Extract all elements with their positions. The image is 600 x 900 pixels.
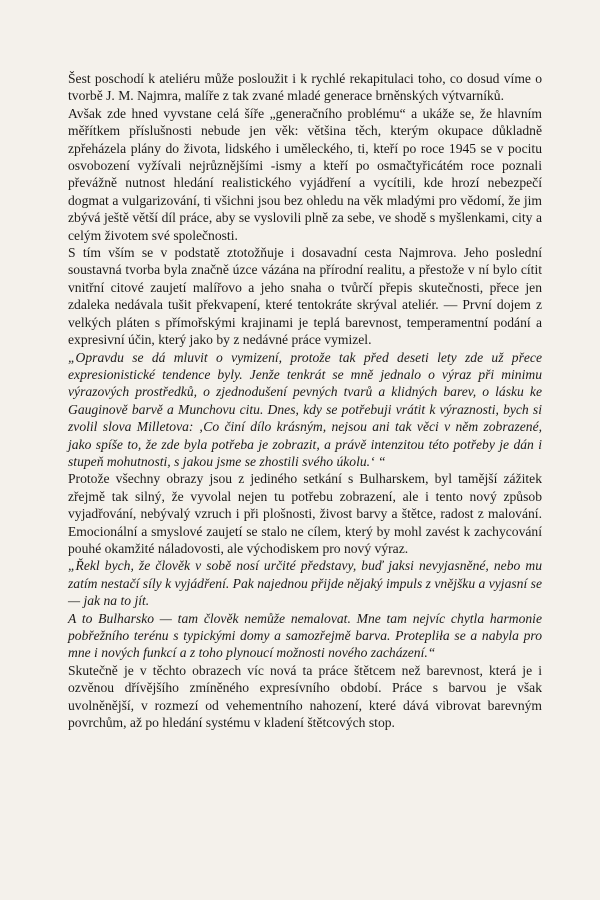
quote-paragraph-3: A to Bulharsko — tam člověk nemůže nemalovat. Mne tam nejvíc chytla harmonie pobřežního terénu s typickými domy a samozřejmě barva. Protepliła se a nabyla pro mne i nových funkcí a z toho plynoucí možnosti nového zacházení.“ [68,610,542,661]
paragraph-1: Šest poschodí k ateliéru může posloužit i k rychlé rekapitulaci toho, co dosud víme o tvorbě J. M. Najmra, malíře z tak zvané mladé generace brněnských výtvarníků. [68,71,542,104]
paragraph-4: Protože všechny obrazy jsou z jediného setkání s Bulharskem, byl tamější zážitek zřejmě tak silný, že vyvolal nejen tu potřebu zobrazení, ale i tento nový způsob vyjadřování, nebývalý vzruch i při plošnosti, živost barvy a štětce, radost z malování. Emocionální a smyslové zaujetí se stalo ne cílem, který by mohl zavést k zachycování pouhé okamžité náladovosti, ale východiskem pro nový výraz. [68,471,542,556]
text-column [68,70,542,731]
quote-paragraph-2: „Řekl bych, že člověk v sobě nosí určité představy, buď jaksi nevyjasněné, nebo mu zatím nestačí síly k vyjádření. Pak najednou přijde nějaký impuls z vnějšku a vyjasní se — jak na to jít. [68,558,542,609]
paragraph-5: Skutečně je v těchto obrazech víc nová ta práce štětcem než barevnost, která je i ozvěnou dřívějšího zmíněného expresívního období. Práce s barvou je však uvolněnější, v rozmezí od vehementního nahození, které dává vibrovat barevným povrchům, až po hledání systému v kladení štětcových stop. [68,662,542,731]
paragraph-3: S tím vším se v podstatě ztotožňuje i dosavadní cesta Najmrova. Jeho poslední soustavná tvorba byla značně úzce vázána na přírodní realitu, a přestože v ní bylo cítit vnitřní citové zaujetí malířovo a jeho snaha o tvůrčí přepis skutečnosti, přece jen zdaleka nedávala tušit překvapení, které tentokráte skrýval ateliér. — První dojem z velkých pláten s přímořskými krajinami je teplá barevnost, temperamentní podání a expresivní účin, který jako by z nedávné práce vymizel. [68,245,542,348]
quote-paragraph-1: „Opravdu se dá mluvit o vymizení, protože tak před deseti lety zde už přece expresionistické tendence byly. Jenže tenkrát se mně jednalo o výraz při minimu výrazových prostředků, o zjednodušení pevných tvarů a klidných barev, o lásku ke Gauginově barvě a Munchovu citu. Dnes, kdy se potřebuji vrátit k výraznosti, bych si zvolil slova Milletova: ‚Co činí dílo krásným, nejsou ani tak věci v něm zobrazené, jako spíše to, že zde byla potřeba je zobrazit, a právě intenzitou této potřeby je dán i stupeň mohutnosti, s jakou jsme se zhostili svého úkolu.‘ “ [68,349,542,469]
paragraph-2: Avšak zde hned vyvstane celá šíře „generačního problému“ a ukáže se, že hlavním měřítkem příslušnosti nebude jen věk: většina těch, kterým okupace důkladně zpřeházela plány do života, lidského i uměleckého, ti, kteří po roce 1945 se v pocitu osvobození vyžívali nejrůznějšími -ismy a kteří po osmačtyřicátém roce poznali převážně nutnost hledání realistického vyjádření a vycítili, kde hrozí nebezpečí dogmat a vulgarizování, ti všichni jsou bez ohledu na věk mladými pro vědomí, že jim zbývá ještě větší díl práce, aby se vyslovili plně za sebe, ve shodě s myšlenkami, city a celým životem své společnosti. [68,105,542,243]
